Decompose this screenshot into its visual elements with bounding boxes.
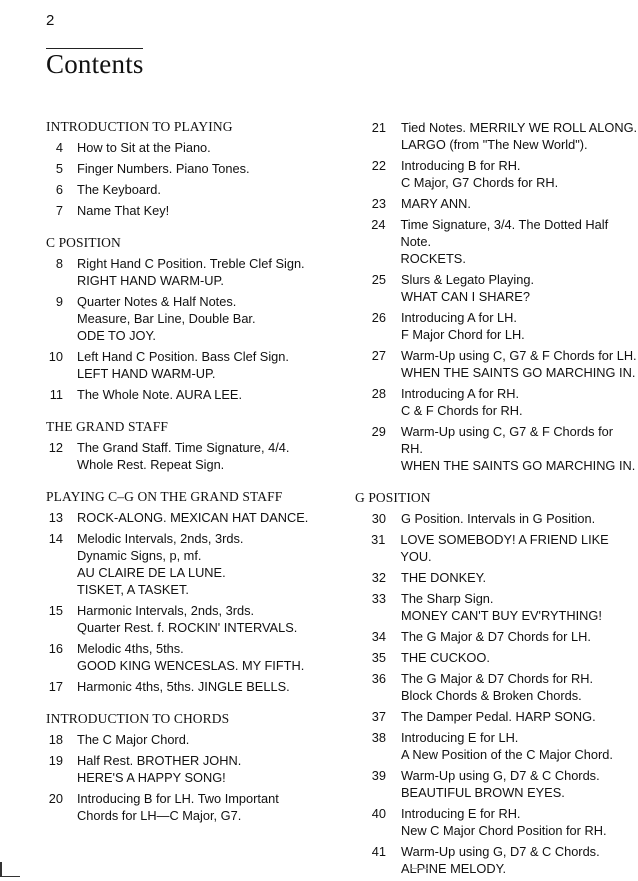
entry-title: Tied Notes. MERRILY WE ROLL ALONG. LARGO (from "The New World"). [401,120,638,152]
contents-entry[interactable] [355,628,638,645]
entry-page-number: 12 [48,440,63,455]
entry-title: Finger Numbers. Piano Tones. [77,161,250,176]
entry-page-number: 27 [371,348,386,363]
entry-page-number: 24 [371,217,386,232]
entry-page-number: 25 [371,272,386,287]
entry-title: LOVE SOMEBODY! A FRIEND LIKE YOU. [400,532,609,564]
contents-entry[interactable] [355,649,638,666]
entry-title: ROCK-ALONG. MEXICAN HAT DANCE. [77,510,309,525]
contents-entry[interactable] [46,202,346,219]
entry-page-number: 29 [371,424,386,439]
entry-page-number: 18 [48,732,63,747]
entry-title: The Whole Note. AURA LEE. [77,387,243,402]
section-heading: C POSITION [46,235,121,250]
contents-entry[interactable] [355,531,638,565]
entry-page-number: 17 [48,679,63,694]
entry-page-number: 38 [371,730,386,745]
contents-entry[interactable] [355,510,638,527]
contents-entry[interactable] [355,157,638,191]
contents-section [46,235,346,403]
contents-entry[interactable] [46,790,346,824]
entry-title: Name That Key! [77,203,170,218]
entry-title: THE DONKEY. [401,570,487,585]
contents-entry[interactable] [355,590,638,624]
entry-title: Warm-Up using C, G7 & F Chords for RH. WHEN THE SAINTS GO MARCHING IN. [400,424,636,473]
entry-title: Warm-Up using G, D7 & C Chords. BEAUTIFUL BROWN EYES. [401,768,600,800]
entry-page-number: 31 [371,532,386,547]
entry-title: G Position. Intervals in G Position. [401,511,596,526]
contents-entry[interactable] [46,752,346,786]
entry-page-number: 32 [371,570,386,585]
contents-entry[interactable] [46,530,346,598]
contents-entry[interactable] [46,386,346,403]
entry-title: The Sharp Sign. MONEY CAN'T BUY EV'RYTHING! [401,591,602,623]
entry-title: The Keyboard. [77,182,161,197]
contents-entry[interactable] [46,293,346,344]
entry-title: Melodic 4ths, 5ths. GOOD KING WENCESLAS. MY FIFTH. [77,641,305,673]
contents-entry[interactable] [355,767,638,801]
entry-page-number: 41 [371,844,386,859]
right-column [355,119,638,881]
contents-entry[interactable] [355,843,638,877]
entry-title: MARY ANN. [401,196,471,211]
contents-entry[interactable] [355,423,638,474]
entry-title: How to Sit at the Piano. [77,140,211,155]
contents-entry[interactable] [46,509,346,526]
entry-title: Time Signature, 3/4. The Dotted Half Note. ROCKETS. [400,217,609,266]
contents-section [46,419,346,473]
contents-section [355,119,638,474]
contents-entry[interactable] [46,731,346,748]
entry-page-number: 30 [371,511,386,526]
page-number: 2 [46,12,55,29]
entry-page-number: 28 [371,386,386,401]
section-heading: INTRODUCTION TO PLAYING [46,119,233,134]
left-column [46,119,346,828]
contents-entry[interactable] [355,729,638,763]
contents-entry[interactable] [355,309,638,343]
contents-entry[interactable] [46,181,346,198]
entry-title: Introducing E for LH. A New Position of the C Major Chord. [401,730,613,762]
entry-page-number: 37 [371,709,386,724]
entry-page-number: 11 [49,387,63,402]
entry-title: Quarter Notes & Half Notes. Measure, Bar Line, Double Bar. ODE TO JOY. [77,294,256,343]
entry-title: Right Hand C Position. Treble Clef Sign. RIGHT HAND WARM-UP. [77,256,305,288]
entry-page-number: 36 [371,671,386,686]
entry-page-number: 33 [371,591,386,606]
entry-page-number: 6 [55,182,63,197]
entry-title: The G Major & D7 Chords for LH. [401,629,591,644]
entry-title: Introducing A for RH. C & F Chords for RH. [401,386,523,418]
contents-section [46,489,346,695]
entry-page-number: 5 [55,161,63,176]
footer-ornament [410,868,428,872]
entry-page-number: 23 [371,196,386,211]
contents-entry[interactable] [355,385,638,419]
entry-title: The G Major & D7 Chords for RH. Block Chords & Broken Chords. [401,671,594,703]
contents-entry[interactable] [355,708,638,725]
scan-corner-mark [0,862,20,877]
entry-title: Introducing A for LH. F Major Chord for LH. [401,310,525,342]
entry-title: The C Major Chord. [77,732,190,747]
contents-section [355,490,638,877]
entry-page-number: 9 [55,294,63,309]
contents-entry[interactable] [46,348,346,382]
entry-page-number: 39 [371,768,386,783]
contents-entry[interactable] [46,678,346,695]
entry-page-number: 40 [371,806,386,821]
contents-entry[interactable] [355,569,638,586]
entry-title: Introducing E for RH. New C Major Chord Position for RH. [401,806,607,838]
entry-title: THE CUCKOO. [401,650,490,665]
entry-title: Introducing B for RH. C Major, G7 Chords for RH. [401,158,559,190]
contents-entry[interactable] [46,602,346,636]
entry-title: Harmonic 4ths, 5ths. JINGLE BELLS. [77,679,290,694]
entry-page-number: 13 [48,510,63,525]
contents-entry[interactable] [355,347,638,381]
entry-page-number: 8 [55,256,63,271]
contents-entry[interactable] [46,139,346,156]
contents-entry[interactable] [46,160,346,177]
entry-title: Slurs & Legato Playing. WHAT CAN I SHARE? [401,272,535,304]
entry-title: Introducing B for LH. Two Important Chords for LH—C Major, G7. [77,791,279,823]
entry-page-number: 26 [371,310,386,325]
contents-entry[interactable] [46,640,346,674]
entry-page-number: 16 [48,641,63,656]
entry-title: Warm-Up using G, D7 & C Chords. ALPINE MELODY. [401,844,600,876]
entry-page-number: 35 [371,650,386,665]
entry-page-number: 15 [48,603,63,618]
contents-entry[interactable] [355,805,638,839]
entry-title: Half Rest. BROTHER JOHN. HERE'S A HAPPY SONG! [77,753,242,785]
entry-title: Left Hand C Position. Bass Clef Sign. LEFT HAND WARM-UP. [77,349,289,381]
section-heading: INTRODUCTION TO CHORDS [46,711,230,726]
entry-page-number: 7 [55,203,63,218]
entry-page-number: 21 [371,120,386,135]
contents-entry[interactable] [355,216,638,267]
contents-entry[interactable] [46,439,346,473]
entry-title: Harmonic Intervals, 2nds, 3rds. Quarter Rest. f. ROCKIN' INTERVALS. [77,603,298,635]
contents-entry[interactable] [355,670,638,704]
entry-page-number: 4 [55,140,63,155]
contents-entry[interactable] [46,255,346,289]
section-heading: PLAYING C–G ON THE GRAND STAFF [46,489,283,504]
entry-page-number: 14 [48,531,63,546]
section-heading: THE GRAND STAFF [46,419,168,434]
entry-title: Melodic Intervals, 2nds, 3rds. Dynamic Signs, p, mf. AU CLAIRE DE LA LUNE. TISKET, A TASKET. [77,531,244,597]
entry-page-number: 34 [371,629,386,644]
contents-entry[interactable] [355,119,638,153]
entry-title: The Damper Pedal. HARP SONG. [401,709,596,724]
entry-title: The Grand Staff. Time Signature, 4/4. Whole Rest. Repeat Sign. [77,440,290,472]
section-heading: G POSITION [355,490,431,505]
entry-page-number: 19 [48,753,63,768]
entry-page-number: 20 [48,791,63,806]
contents-section [46,711,346,824]
contents-section [46,119,346,219]
entry-page-number: 22 [371,158,386,173]
entry-title: Warm-Up using C, G7 & F Chords for LH. WHEN THE SAINTS GO MARCHING IN. [401,348,637,380]
page-title: Contents [46,49,144,79]
contents-entry[interactable] [355,195,638,212]
contents-entry[interactable] [355,271,638,305]
entry-page-number: 10 [48,349,63,364]
